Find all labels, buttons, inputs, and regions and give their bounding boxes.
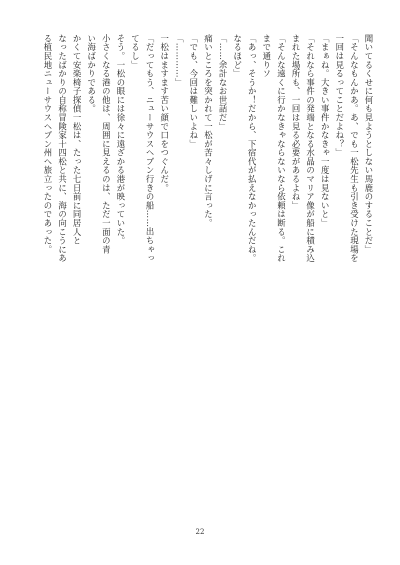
text-line: 「でも、今回は難しいよね」 [188, 34, 199, 149]
text-line: 「そんなもんかあ。あ、でも一松先生も引き受けた現場を [349, 34, 360, 263]
text-line: なるほど」 [232, 34, 243, 78]
text-line: なったばかりの自称冒険家十四松と共に、海の向こうにあ [57, 34, 68, 263]
text-line: 「それなら事件の発端となる水晶のマリア像が船に積み込 [305, 34, 316, 263]
text-line: 一松はますます苦い顔で口をつぐんだ。 [159, 34, 170, 193]
text-line: 聞いてるくせに何も見ようとしない馬鹿のすることだ」 [364, 34, 374, 254]
scene-break-space [24, 34, 40, 530]
text-line: る植民地ニューサウスヘブン州へ旅立ったのであった。 [42, 34, 53, 254]
vertical-text-body [24, 34, 376, 530]
text-line: 痛いところを突かれて一松が苦々しげに言った。 [203, 34, 214, 228]
text-line: かくて安楽椅子探偵一松は、たった七日前に同居人と [72, 34, 83, 245]
text-line: 「だってもう、ニューサウスヘブン行きの船……出ちゃっ [145, 34, 156, 263]
text-line: 「…………」 [174, 34, 185, 87]
text-line: 「そんな遠くに行かなきゃならないなら依頼は断る。これ [276, 34, 287, 263]
page-number: 22 [195, 528, 205, 536]
text-line: 「あっ、そうか！だから、下宿代が払えなかったんだね。 [247, 34, 258, 263]
text-line: そう。一松の眼には徐々に遠ざかる港が映っていた。 [115, 34, 126, 245]
text-line: 「まぁね。大きい事件かなきゃ一度は見ないと」 [320, 34, 331, 228]
text-line: てるし」 [130, 34, 141, 70]
text-line: まれた場所も、一回は見る必要があるよね」 [291, 34, 302, 210]
text-line: まで通りソ [261, 34, 272, 78]
text-line: 小さくなる港の他は、周囲に見えるのは、ただ一面の青 [101, 34, 112, 254]
text-line: い海ばかりである。 [86, 34, 97, 114]
text-line: 一回は見るってことだよね？」 [334, 34, 345, 158]
text-line: 「……余計なお世話だ」 [218, 34, 229, 131]
